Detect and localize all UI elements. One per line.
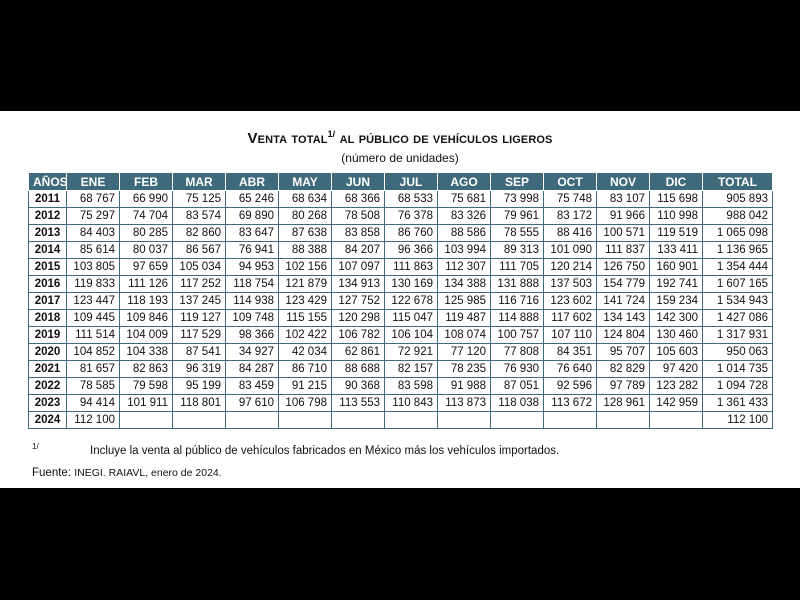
- table-cell: 117 602: [544, 310, 597, 327]
- table-cell: 107 110: [544, 327, 597, 344]
- table-cell: 83 598: [385, 378, 438, 395]
- column-header: MAR: [173, 173, 226, 191]
- table-row: [29, 412, 773, 429]
- table-row: [29, 344, 773, 361]
- year-cell: 2015: [29, 259, 67, 276]
- table-cell: 1 354 444: [703, 259, 773, 276]
- column-header: SEP: [491, 173, 544, 191]
- table-cell: [650, 412, 703, 429]
- table-cell: 42 034: [279, 344, 332, 361]
- table-cell: 123 602: [544, 293, 597, 310]
- table-cell: 112 100: [703, 412, 773, 429]
- table-cell: 88 688: [332, 361, 385, 378]
- table-cell: 78 585: [67, 378, 120, 395]
- table-cell: 119 487: [438, 310, 491, 327]
- table-cell: 84 403: [67, 225, 120, 242]
- table-cell: 109 846: [120, 310, 173, 327]
- table-cell: 101 090: [544, 242, 597, 259]
- table-cell: 97 610: [226, 395, 279, 412]
- column-header: NOV: [597, 173, 650, 191]
- table-row: [29, 225, 773, 242]
- table-cell: 87 638: [279, 225, 332, 242]
- table-cell: 86 710: [279, 361, 332, 378]
- table-cell: 159 234: [650, 293, 703, 310]
- table-cell: [544, 412, 597, 429]
- table-cell: 95 707: [597, 344, 650, 361]
- table-cell: 104 852: [67, 344, 120, 361]
- table-cell: 75 297: [67, 208, 120, 225]
- table-cell: 137 245: [173, 293, 226, 310]
- table-cell: 120 298: [332, 310, 385, 327]
- table-cell: 90 368: [332, 378, 385, 395]
- table-cell: 114 938: [226, 293, 279, 310]
- source-label: Fuente:: [32, 467, 75, 479]
- table-cell: 72 921: [385, 344, 438, 361]
- table-cell: [597, 412, 650, 429]
- table-cell: 62 861: [332, 344, 385, 361]
- table-cell: 76 640: [544, 361, 597, 378]
- table-cell: 118 038: [491, 395, 544, 412]
- table-cell: 104 338: [120, 344, 173, 361]
- year-cell: 2023: [29, 395, 67, 412]
- table-row: [29, 293, 773, 310]
- table-cell: 1 014 735: [703, 361, 773, 378]
- table-cell: 97 420: [650, 361, 703, 378]
- table-cell: 69 890: [226, 208, 279, 225]
- table-cell: 141 724: [597, 293, 650, 310]
- table-cell: 111 514: [67, 327, 120, 344]
- table-cell: [279, 412, 332, 429]
- table-cell: 988 042: [703, 208, 773, 225]
- column-header: DIC: [650, 173, 703, 191]
- table-cell: 137 503: [544, 276, 597, 293]
- table-cell: 68 366: [332, 191, 385, 208]
- table-cell: 82 863: [120, 361, 173, 378]
- table-cell: 1 094 728: [703, 378, 773, 395]
- table-cell: 160 901: [650, 259, 703, 276]
- table-cell: 94 414: [67, 395, 120, 412]
- table-cell: 87 051: [491, 378, 544, 395]
- table-cell: [438, 412, 491, 429]
- table-cell: 133 411: [650, 242, 703, 259]
- title-rest: al público de vehículos ligeros: [335, 130, 553, 147]
- table-cell: 84 287: [226, 361, 279, 378]
- year-cell: 2019: [29, 327, 67, 344]
- table-cell: 134 913: [332, 276, 385, 293]
- table-cell: 84 207: [332, 242, 385, 259]
- table-cell: 127 752: [332, 293, 385, 310]
- table-cell: [385, 412, 438, 429]
- table-cell: 87 541: [173, 344, 226, 361]
- table-subtitle: (número de unidades): [341, 151, 459, 165]
- table-row: [29, 327, 773, 344]
- table-cell: 1 317 931: [703, 327, 773, 344]
- table-cell: 121 879: [279, 276, 332, 293]
- table-cell: 118 754: [226, 276, 279, 293]
- table-cell: 68 533: [385, 191, 438, 208]
- table-cell: 96 319: [173, 361, 226, 378]
- table-cell: 1 136 965: [703, 242, 773, 259]
- table-cell: 96 366: [385, 242, 438, 259]
- table-cell: 74 704: [120, 208, 173, 225]
- table-cell: 77 120: [438, 344, 491, 361]
- table-cell: 83 858: [332, 225, 385, 242]
- table-row: [29, 395, 773, 412]
- column-header: JUL: [385, 173, 438, 191]
- table-cell: 84 351: [544, 344, 597, 361]
- table-cell: 65 246: [226, 191, 279, 208]
- table-cell: 123 282: [650, 378, 703, 395]
- table-cell: 123 429: [279, 293, 332, 310]
- table-cell: 100 757: [491, 327, 544, 344]
- table-cell: 75 125: [173, 191, 226, 208]
- table-cell: 83 574: [173, 208, 226, 225]
- table-cell: 107 097: [332, 259, 385, 276]
- table-cell: 118 193: [120, 293, 173, 310]
- column-header: MAY: [279, 173, 332, 191]
- table-cell: 112 307: [438, 259, 491, 276]
- table-cell: 75 748: [544, 191, 597, 208]
- year-cell: 2014: [29, 242, 67, 259]
- table-cell: 80 037: [120, 242, 173, 259]
- column-header: ENE: [67, 173, 120, 191]
- table-cell: 142 300: [650, 310, 703, 327]
- column-header: ABR: [226, 173, 279, 191]
- table-cell: 113 553: [332, 395, 385, 412]
- table-cell: 111 837: [597, 242, 650, 259]
- table-cell: [332, 412, 385, 429]
- table-cell: 192 741: [650, 276, 703, 293]
- table-cell: 950 063: [703, 344, 773, 361]
- year-cell: 2017: [29, 293, 67, 310]
- table-cell: 88 586: [438, 225, 491, 242]
- table-cell: 114 888: [491, 310, 544, 327]
- year-cell: 2013: [29, 225, 67, 242]
- table-cell: 1 427 086: [703, 310, 773, 327]
- table-cell: 122 678: [385, 293, 438, 310]
- table-cell: 79 598: [120, 378, 173, 395]
- table-cell: 95 199: [173, 378, 226, 395]
- table-cell: 78 235: [438, 361, 491, 378]
- table-cell: 75 681: [438, 191, 491, 208]
- table-cell: 97 789: [597, 378, 650, 395]
- table-cell: 88 388: [279, 242, 332, 259]
- table-cell: 89 313: [491, 242, 544, 259]
- table-cell: 123 447: [67, 293, 120, 310]
- title-footnote-mark: 1/: [327, 129, 336, 139]
- column-header: FEB: [120, 173, 173, 191]
- table-cell: 103 805: [67, 259, 120, 276]
- table-cell: 97 659: [120, 259, 173, 276]
- column-header: OCT: [544, 173, 597, 191]
- table-cell: 111 863: [385, 259, 438, 276]
- table-cell: 66 990: [120, 191, 173, 208]
- table-cell: 1 607 165: [703, 276, 773, 293]
- table-cell: 142 959: [650, 395, 703, 412]
- table-cell: 119 833: [67, 276, 120, 293]
- table-cell: 76 941: [226, 242, 279, 259]
- table-cell: 103 994: [438, 242, 491, 259]
- table-cell: 92 596: [544, 378, 597, 395]
- table-cell: [491, 412, 544, 429]
- table-cell: 120 214: [544, 259, 597, 276]
- table-cell: 105 603: [650, 344, 703, 361]
- table-cell: 134 388: [438, 276, 491, 293]
- table-cell: 91 988: [438, 378, 491, 395]
- table-cell: 79 961: [491, 208, 544, 225]
- table-row: [29, 242, 773, 259]
- table-cell: 111 126: [120, 276, 173, 293]
- column-header: JUN: [332, 173, 385, 191]
- table-cell: 108 074: [438, 327, 491, 344]
- year-cell: 2020: [29, 344, 67, 361]
- table-cell: 34 927: [226, 344, 279, 361]
- table-row: [29, 259, 773, 276]
- table-cell: 116 716: [491, 293, 544, 310]
- year-cell: 2024: [29, 412, 67, 429]
- table-cell: 82 157: [385, 361, 438, 378]
- table-cell: 106 798: [279, 395, 332, 412]
- table-cell: 115 047: [385, 310, 438, 327]
- table-cell: 119 519: [650, 225, 703, 242]
- table-cell: 68 634: [279, 191, 332, 208]
- table-cell: 106 782: [332, 327, 385, 344]
- footnote-text: Incluye la venta al público de vehículos fabricados en México más los vehículos importados.: [90, 445, 560, 457]
- table-cell: 102 422: [279, 327, 332, 344]
- year-cell: 2012: [29, 208, 67, 225]
- table-cell: 83 107: [597, 191, 650, 208]
- table-cell: 83 326: [438, 208, 491, 225]
- table-cell: [120, 412, 173, 429]
- table-cell: 80 285: [120, 225, 173, 242]
- table-cell: 85 614: [67, 242, 120, 259]
- table-cell: 83 459: [226, 378, 279, 395]
- table-cell: 98 366: [226, 327, 279, 344]
- table-cell: 126 750: [597, 259, 650, 276]
- table-row: [29, 378, 773, 395]
- title-main: Venta total: [247, 130, 328, 147]
- table-row: [29, 361, 773, 378]
- table-cell: 78 508: [332, 208, 385, 225]
- year-cell: 2018: [29, 310, 67, 327]
- table-cell: 113 873: [438, 395, 491, 412]
- source-text: INEGI. RAIAVL, enero de 2024.: [74, 467, 222, 479]
- table-cell: 109 445: [67, 310, 120, 327]
- table-cell: 119 127: [173, 310, 226, 327]
- table-cell: 94 953: [226, 259, 279, 276]
- table-cell: 1 065 098: [703, 225, 773, 242]
- table-cell: [173, 412, 226, 429]
- table-row: [29, 208, 773, 225]
- table-cell: 134 143: [597, 310, 650, 327]
- table-cell: 130 460: [650, 327, 703, 344]
- table-cell: 88 416: [544, 225, 597, 242]
- column-header: AÑOS: [29, 173, 67, 191]
- table-title: [0, 129, 800, 147]
- table-cell: 86 567: [173, 242, 226, 259]
- table-row: [29, 276, 773, 293]
- column-header: TOTAL: [703, 173, 773, 191]
- table-cell: 117 529: [173, 327, 226, 344]
- table-cell: 104 009: [120, 327, 173, 344]
- table-cell: 113 672: [544, 395, 597, 412]
- table-cell: 131 888: [491, 276, 544, 293]
- table-cell: 91 215: [279, 378, 332, 395]
- table-cell: 83 647: [226, 225, 279, 242]
- table-cell: 112 100: [67, 412, 120, 429]
- table-cell: 81 657: [67, 361, 120, 378]
- table-cell: 83 172: [544, 208, 597, 225]
- table-cell: 80 268: [279, 208, 332, 225]
- table-cell: 105 034: [173, 259, 226, 276]
- year-cell: 2021: [29, 361, 67, 378]
- document-page: [0, 111, 800, 488]
- table-cell: 118 801: [173, 395, 226, 412]
- table-cell: 73 998: [491, 191, 544, 208]
- table-cell: 82 829: [597, 361, 650, 378]
- table-cell: 1 534 943: [703, 293, 773, 310]
- table-cell: 109 748: [226, 310, 279, 327]
- table-cell: 117 252: [173, 276, 226, 293]
- table-body: [29, 191, 773, 429]
- table-cell: 110 843: [385, 395, 438, 412]
- year-cell: 2011: [29, 191, 67, 208]
- column-header: AGO: [438, 173, 491, 191]
- table-cell: 905 893: [703, 191, 773, 208]
- table-cell: 86 760: [385, 225, 438, 242]
- sales-table: [28, 172, 773, 429]
- table-cell: 91 966: [597, 208, 650, 225]
- table-cell: 124 804: [597, 327, 650, 344]
- table-row: [29, 310, 773, 327]
- table-cell: 82 860: [173, 225, 226, 242]
- table-cell: 110 998: [650, 208, 703, 225]
- table-cell: 76 378: [385, 208, 438, 225]
- table-cell: 128 961: [597, 395, 650, 412]
- table-cell: 100 571: [597, 225, 650, 242]
- table-cell: 101 911: [120, 395, 173, 412]
- year-cell: 2022: [29, 378, 67, 395]
- table-cell: 111 705: [491, 259, 544, 276]
- table-row: [29, 191, 773, 208]
- table-cell: 76 930: [491, 361, 544, 378]
- table-cell: [226, 412, 279, 429]
- footnote-mark: 1/: [32, 442, 39, 451]
- table-cell: 154 779: [597, 276, 650, 293]
- table-cell: 125 985: [438, 293, 491, 310]
- table-cell: 102 156: [279, 259, 332, 276]
- table-cell: 130 169: [385, 276, 438, 293]
- table-cell: 68 767: [67, 191, 120, 208]
- table-cell: 115 698: [650, 191, 703, 208]
- table-cell: 77 808: [491, 344, 544, 361]
- table-cell: 78 555: [491, 225, 544, 242]
- table-cell: 106 104: [385, 327, 438, 344]
- table-cell: 1 361 433: [703, 395, 773, 412]
- source-line: [32, 467, 222, 479]
- table-header-row: [29, 173, 773, 191]
- table-cell: 115 155: [279, 310, 332, 327]
- year-cell: 2016: [29, 276, 67, 293]
